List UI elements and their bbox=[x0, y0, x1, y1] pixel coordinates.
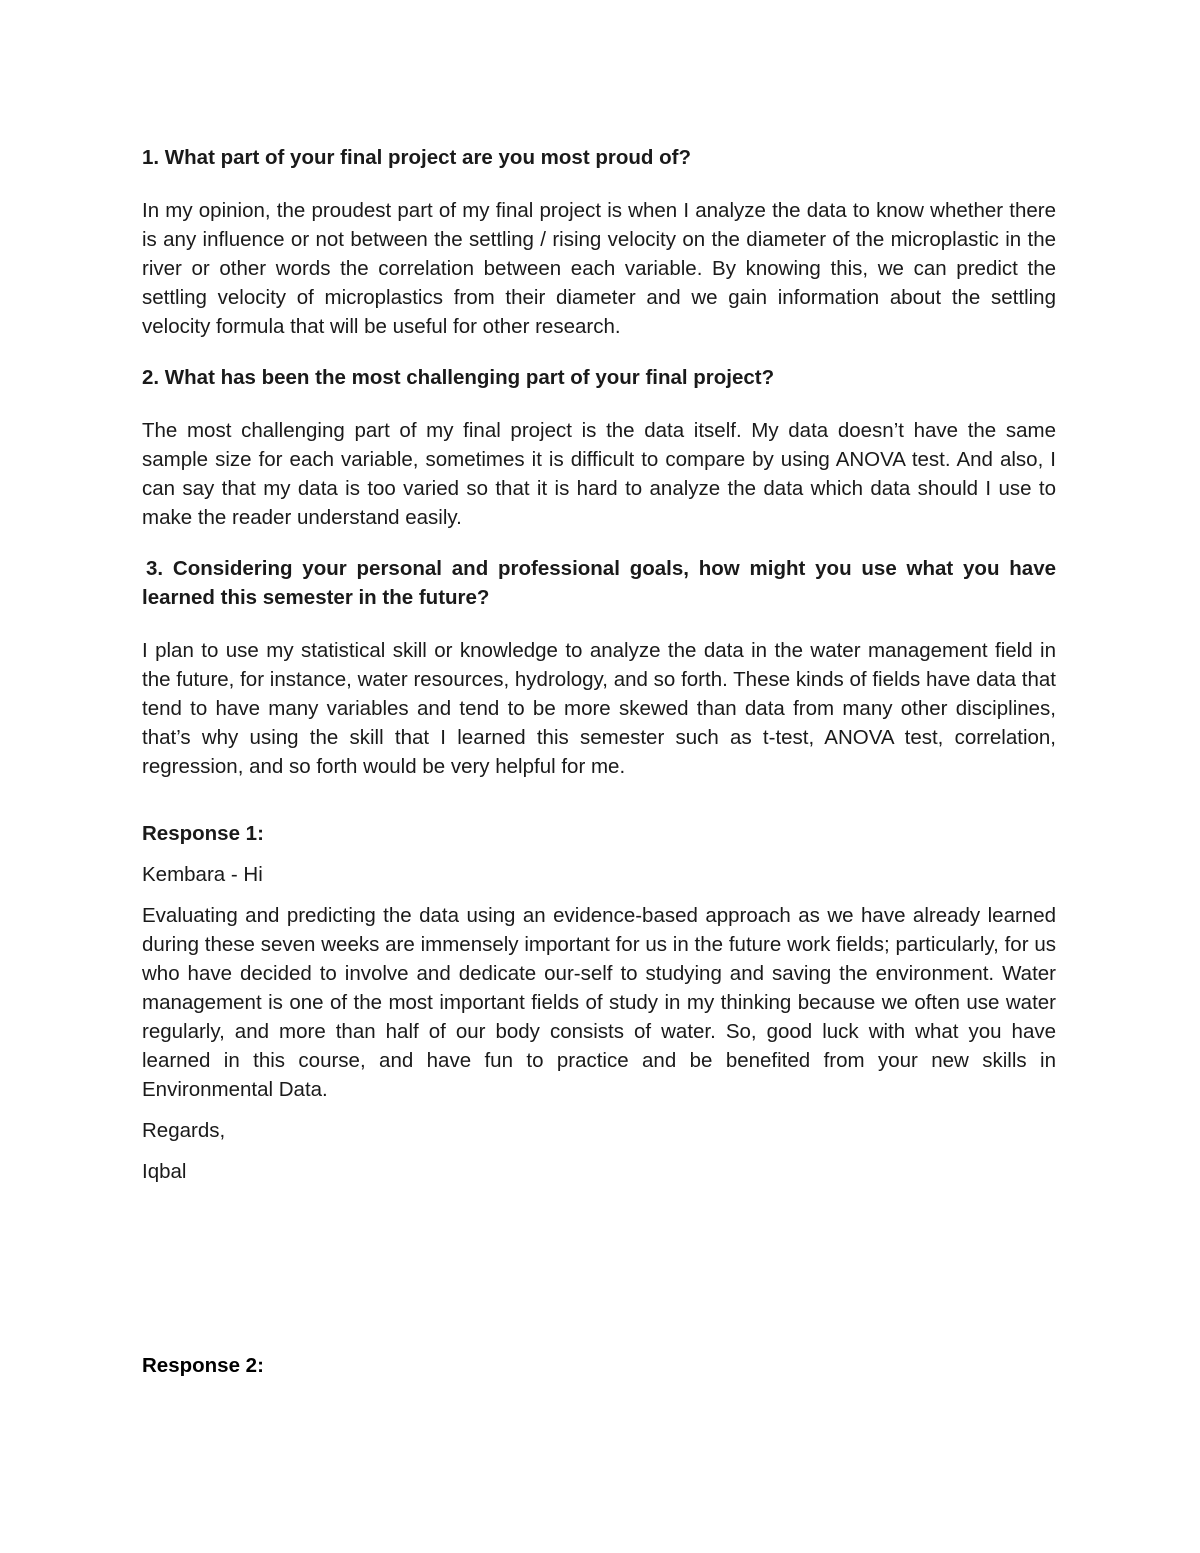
response-1-body: Evaluating and predicting the data using an evidence-based approach as we have already learned during these seven weeks are immensely important for us in the future work fields; particularly, for us who have decided to involve and dedicate our-self to studying and saving the environment. Water management is one of the most important fields of study in my thinking because we often use water regularly, and more than half of our body consists of water. So, good luck with what you have learned in this course, and have fun to practice and be benefited from your new skills in Environmental Data. bbox=[142, 904, 1056, 1101]
response-2-heading: Response 2: bbox=[142, 1354, 264, 1377]
question-1: 1. What part of your final project are you most proud of? bbox=[142, 146, 691, 169]
answer-1: In my opinion, the proudest part of my final project is when I analyze the data to know whether there is any influence or not between the settling / rising velocity on the diameter of the microplastic in the river or other words the correlation between each variable. By knowing this, we can predict the settling velocity of microplastics from their diameter and we gain information about the settling velocity formula that will be useful for other research. bbox=[142, 199, 1056, 338]
response-1-greeting: Kembara - Hi bbox=[142, 863, 263, 886]
answer-2: The most challenging part of my final project is the data itself. My data doesn’t have the same sample size for each variable, sometimes it is difficult to compare by using ANOVA test. And also, I can say that my data is too varied so that it is hard to analyze the data which data should I use to make the reader understand easily. bbox=[142, 419, 1056, 529]
response-1-closing: Regards, bbox=[142, 1119, 226, 1142]
document-body bbox=[142, 143, 1056, 1198]
question-3: 3. Considering your personal and professional goals, how might you use what you have learned this semester in the future? bbox=[142, 557, 1056, 609]
question-2: 2. What has been the most challenging part of your final project? bbox=[142, 366, 775, 389]
response-1-signature: Iqbal bbox=[142, 1160, 187, 1183]
response-1-heading: Response 1: bbox=[142, 822, 264, 845]
answer-3: I plan to use my statistical skill or knowledge to analyze the data in the water management field in the future, for instance, water resources, hydrology, and so forth. These kinds of fields have data that tend to have many variables and tend to be more skewed than data from many other disciplines, that’s why using the skill that I learned this semester such as t-test, ANOVA test, correlation, regression, and so forth would be very helpful for me. bbox=[142, 639, 1056, 778]
